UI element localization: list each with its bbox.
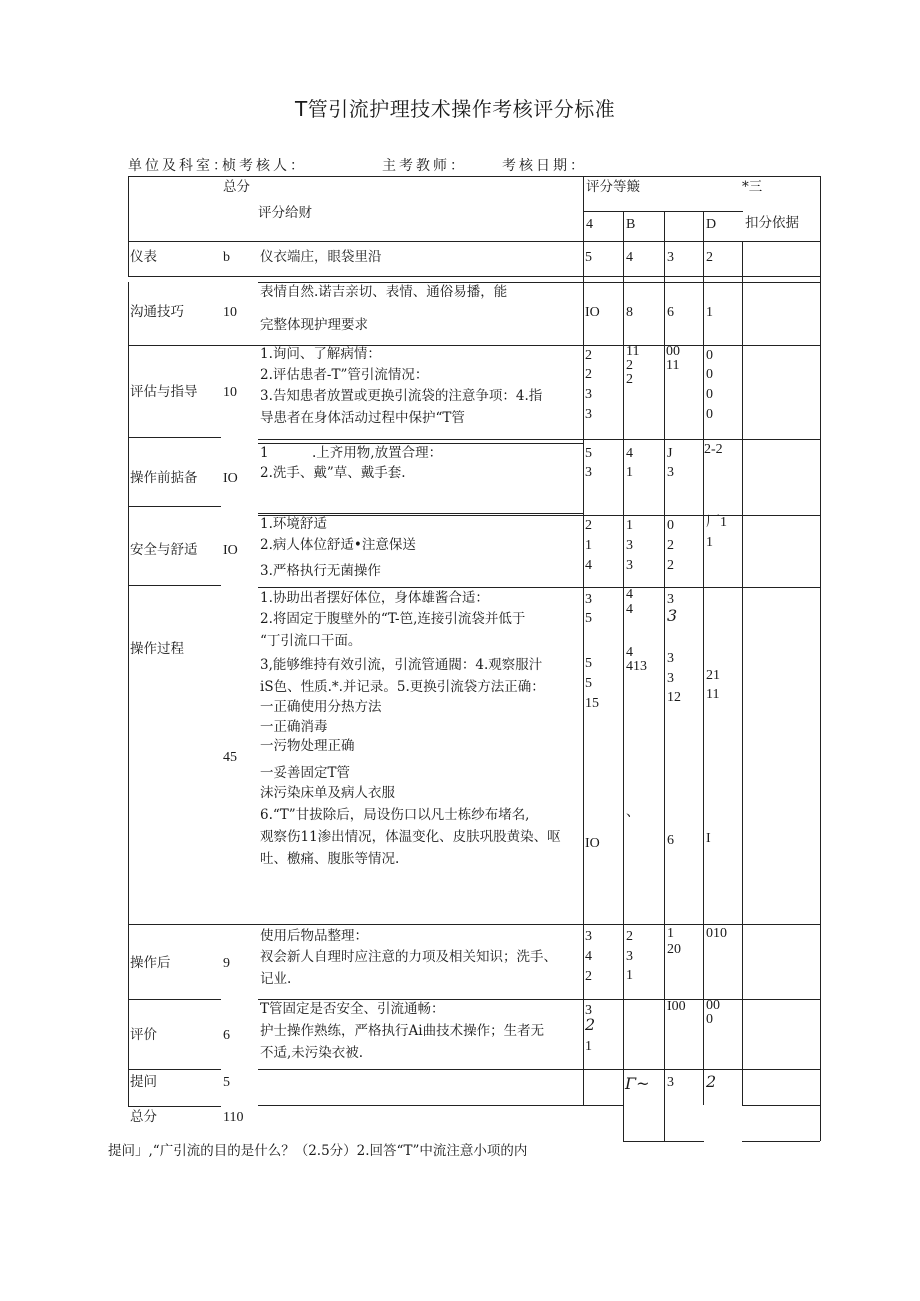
header-grade: 评分等簸 <box>586 179 640 195</box>
row-name-goutong: 沟通技巧 <box>130 304 184 320</box>
grade-c: 3 <box>667 465 674 480</box>
row-name-guocheng: 操作过程 <box>130 641 184 657</box>
grade-b: 2 <box>626 929 633 944</box>
row-text: 2.将固定于腹壁外的“T-笆,连接引流袋并低于 <box>260 611 526 627</box>
grade-b: 1 <box>626 465 633 480</box>
grade-d: 0 <box>706 387 713 402</box>
grade-d: 2 <box>706 1072 717 1091</box>
grade-c: 11 <box>666 358 680 373</box>
grade-a: 5 <box>585 250 592 265</box>
row-text: 沫污染床单及病人衣服 <box>260 785 395 801</box>
grade-b: 2 <box>626 372 633 387</box>
header-grade-a: 4 <box>586 217 593 232</box>
unit-label: 单位及科室： <box>128 158 230 174</box>
grade-a: 4 <box>585 949 592 964</box>
grade-c: 3 <box>667 671 674 686</box>
row-text: 一正确使用分热方法 <box>260 699 382 715</box>
grade-a: 3 <box>585 387 592 402</box>
row-text: 导患者在身体活动过程中保护“T管 <box>260 410 465 426</box>
grade-a: 1 <box>585 1039 592 1054</box>
grade-c: 2 <box>667 538 674 553</box>
row-score-pinggu: 10 <box>223 385 237 400</box>
row-score-zongfen: 110 <box>223 1110 244 1125</box>
grade-a: 5 <box>585 676 592 691</box>
row-text: 1 <box>260 445 269 461</box>
row-text: “丁引流口干面。 <box>260 633 362 649</box>
grade-d: 0 <box>706 1012 713 1027</box>
grade-b: 1 <box>626 518 633 533</box>
grade-c: 0 <box>667 518 674 533</box>
grade-a: IO <box>585 836 600 851</box>
grade-b: 11 <box>626 344 640 359</box>
grade-c: 3 <box>667 1075 674 1090</box>
grade-a: 3 <box>585 1003 592 1018</box>
row-name-caozuoqian: 操作前掂备 <box>130 470 198 486</box>
grade-c: J <box>667 446 673 461</box>
row-name-pingjia: 评价 <box>130 1027 157 1043</box>
row-text: iS色、性质.*.并记录。5.更换引流袋方法正确： <box>260 679 545 695</box>
grade-b: 4 <box>626 587 633 602</box>
row-text: 3.告知患者放置或更换引流袋的注意争项：4.指 <box>260 388 543 404</box>
row-text: 表情自然.诺吉亲切、表情、通俗易播，能 <box>260 284 508 300</box>
grade-d: 2-2 <box>704 442 723 457</box>
footer-question-note: 提问」,“广引流的目的是什么？（2.5分）2.回答“T”中流注意小项的内 <box>108 1143 528 1159</box>
row-text: 一正确消毒 <box>260 719 328 735</box>
row-text: 3,能够维持有效引流，引流管通閥：4.观察服汁 <box>260 657 543 673</box>
row-text: 使用后物品整理： <box>260 928 368 944</box>
row-name-zongfen: 总分 <box>130 1109 157 1125</box>
grade-c: 3 <box>667 651 674 666</box>
row-text: 完整体现护理要求 <box>260 317 368 333</box>
grade-a: 2 <box>585 969 592 984</box>
grade-b: 1 <box>626 968 633 983</box>
row-text: 吐、檄痛、腹胀等情况. <box>260 851 400 867</box>
row-score-anquan: IO <box>223 543 238 558</box>
grade-d: I <box>706 831 711 846</box>
row-name-anquan: 安全与舒适 <box>130 542 198 558</box>
grade-c: 6 <box>667 833 674 848</box>
row-text: 记业. <box>260 971 292 987</box>
examinee-label: 桢考核人： <box>222 158 307 174</box>
grade-c: 3 <box>667 250 674 265</box>
row-text: T管固定是否安全、引流通畅： <box>260 1001 445 1017</box>
grade-d: 0 <box>706 407 713 422</box>
grade-b: 3 <box>626 949 633 964</box>
row-score-goutong: 10 <box>223 305 237 320</box>
row-name-tiwen: 提问 <box>130 1074 157 1090</box>
grade-a: 2 <box>585 348 592 363</box>
grade-c: 6 <box>667 305 674 320</box>
grade-c: 00 <box>666 344 680 359</box>
grade-c: I00 <box>667 999 686 1014</box>
header-extra: *三 <box>742 179 763 195</box>
row-text: 1.环境舒适 <box>260 516 327 532</box>
grade-c: 3 <box>667 606 678 625</box>
grade-a: 3 <box>585 929 592 944</box>
grade-b: 、 <box>626 805 640 820</box>
header-basis: 扣分依据 <box>745 215 799 231</box>
teacher-label: 主考教师： <box>382 158 467 174</box>
header-total: 总分 <box>223 179 250 195</box>
grade-b: 413 <box>626 659 647 674</box>
grade-d: 1 <box>706 535 713 550</box>
grade-b: 3 <box>626 538 633 553</box>
grade-c: 1 <box>667 926 674 941</box>
row-score-guocheng: 45 <box>223 750 237 765</box>
row-text: 1.协助出者摆好体位，身体雄酱合适： <box>260 590 489 606</box>
row-text: .上齐用物,放置合理： <box>312 445 443 461</box>
grade-d: 21 <box>706 668 720 683</box>
grade-c: 2 <box>667 558 674 573</box>
grade-a: 5 <box>585 656 592 671</box>
row-name-yibiao: 仪表 <box>130 249 157 265</box>
grade-a: IO <box>585 305 600 320</box>
row-score-yibiao: b <box>223 250 230 265</box>
row-text: 衩会新人自理时应注意的力项及相关知识；洗手、 <box>260 949 557 965</box>
row-text: 护士操作熟练，严格执行Ai曲技术操作；生者无 <box>260 1023 545 1039</box>
row-text: 3.严格执行无菌操作 <box>260 563 381 579</box>
row-text: 2.评估患者-T”管引流情况： <box>260 367 429 383</box>
grade-d: 11 <box>706 687 720 702</box>
row-name-pinggu: 评估与指导 <box>130 384 198 400</box>
grade-d: 2 <box>706 250 713 265</box>
grade-d: 0 <box>706 348 713 363</box>
row-text: 不适,未污染衣被. <box>260 1045 364 1061</box>
row-score-caozuoqian: IO <box>223 471 238 486</box>
row-score-pingjia: 6 <box>223 1028 230 1043</box>
grade-d: 010 <box>706 926 727 941</box>
row-text: 一污物处理正确 <box>260 738 355 754</box>
row-text: 观察伤11渗出情况，体温变化、皮肤巩股黄染、呕 <box>260 829 561 845</box>
grade-d: 00 <box>706 998 720 1013</box>
header-grade-d: D <box>706 217 717 232</box>
row-text: 仪衣端庄，眼袋里沿 <box>260 249 382 265</box>
grade-c: 3 <box>667 592 674 607</box>
grade-a: 4 <box>585 558 592 573</box>
page-title: T管引流护理技术操作考核评分标准 <box>295 97 616 121</box>
header-grade-b: B <box>626 217 636 232</box>
row-text: 6.“T”甘拔除后，局设伤口以凡士栋纱布堵名, <box>260 807 530 823</box>
grade-a: 2 <box>585 1015 596 1034</box>
grade-d: 1 <box>706 305 713 320</box>
row-text: 2.洗手、戴”草、戴手套. <box>260 465 406 481</box>
row-score-tiwen: 5 <box>223 1075 230 1090</box>
grade-c: 12 <box>667 690 681 705</box>
grade-a: 3 <box>585 592 592 607</box>
grade-a: 2 <box>585 367 592 382</box>
date-label: 考核日期： <box>502 158 587 174</box>
grade-a: 2 <box>585 518 592 533</box>
grade-c: 20 <box>667 942 681 957</box>
header-content: 评分给财 <box>258 205 312 221</box>
grade-a: 1 <box>585 538 592 553</box>
grade-a: 3 <box>585 465 592 480</box>
row-score-caozuohou: 9 <box>223 956 230 971</box>
grade-b: Γ~ <box>625 1074 650 1093</box>
grade-b: 3 <box>626 558 633 573</box>
grade-b: 4 <box>626 446 633 461</box>
grade-b: 8 <box>626 305 633 320</box>
row-text: 2.病人体位舒适•注意保送 <box>260 537 416 553</box>
grade-b: 4 <box>626 645 633 660</box>
grade-b: 4 <box>626 602 633 617</box>
grade-b: 4 <box>626 250 633 265</box>
grade-a: 5 <box>585 611 592 626</box>
grade-d: 厂1 <box>706 515 727 530</box>
grade-a: 3 <box>585 407 592 422</box>
grade-d: 0 <box>706 367 713 382</box>
row-name-caozuohou: 操作后 <box>130 955 171 971</box>
row-text: 一妥善固定T管 <box>260 765 351 781</box>
grade-a: 15 <box>585 696 599 711</box>
grade-b: 2 <box>626 358 633 373</box>
row-text: 1.询问、了解病情： <box>260 346 381 362</box>
grade-a: 5 <box>585 446 592 461</box>
